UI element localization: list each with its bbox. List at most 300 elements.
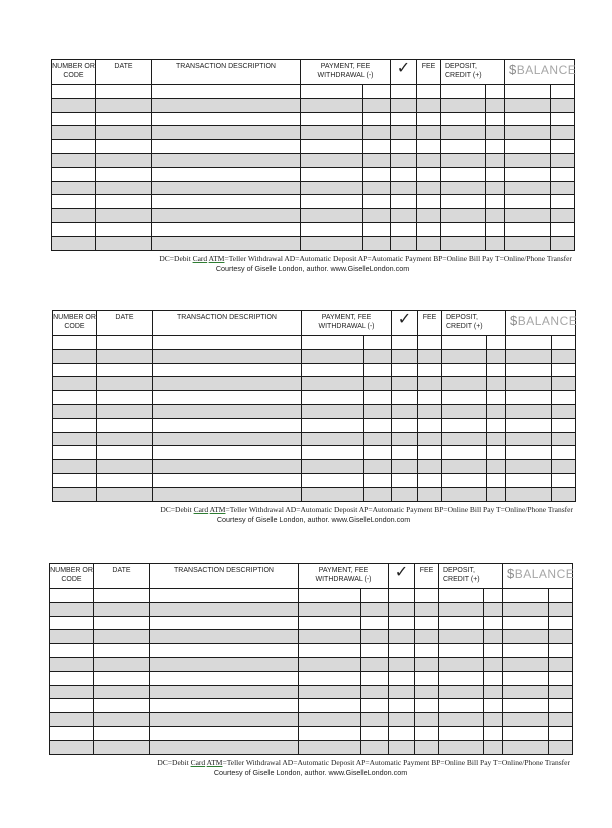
cell-payment-cents[interactable] (363, 222, 391, 236)
cell-fee[interactable] (417, 195, 441, 209)
cell-fee[interactable] (418, 487, 442, 501)
cell-payment[interactable] (302, 418, 364, 432)
cell-deposit-cents[interactable] (484, 740, 503, 754)
cell-deposit[interactable] (442, 473, 487, 487)
cell-check[interactable] (389, 740, 415, 754)
cell-check[interactable] (391, 140, 417, 154)
cell-deposit-cents[interactable] (486, 209, 505, 223)
cell-date[interactable] (94, 740, 150, 754)
cell-deposit-cents[interactable] (487, 336, 506, 350)
cell-balance-cents[interactable] (549, 740, 573, 754)
cell-payment-cents[interactable] (363, 153, 391, 167)
cell-payment[interactable] (302, 336, 364, 350)
cell-number[interactable] (53, 418, 97, 432)
cell-payment[interactable] (302, 473, 364, 487)
cell-payment-cents[interactable] (361, 726, 389, 740)
cell-deposit-cents[interactable] (487, 460, 506, 474)
cell-payment[interactable] (299, 644, 361, 658)
cell-check[interactable] (391, 222, 417, 236)
cell-description[interactable] (152, 85, 301, 99)
cell-check[interactable] (389, 602, 415, 616)
cell-date[interactable] (94, 630, 150, 644)
cell-description[interactable] (153, 349, 302, 363)
cell-payment-cents[interactable] (361, 657, 389, 671)
cell-deposit-cents[interactable] (486, 112, 505, 126)
cell-balance-cents[interactable] (549, 671, 573, 685)
cell-number[interactable] (53, 473, 97, 487)
cell-payment-cents[interactable] (363, 236, 391, 250)
cell-deposit[interactable] (441, 140, 486, 154)
cell-payment-cents[interactable] (363, 85, 391, 99)
cell-fee[interactable] (417, 153, 441, 167)
cell-balance-cents[interactable] (551, 153, 575, 167)
cell-payment-cents[interactable] (361, 713, 389, 727)
cell-fee[interactable] (418, 446, 442, 460)
cell-payment[interactable] (302, 391, 364, 405)
cell-balance[interactable] (505, 153, 551, 167)
cell-balance-cents[interactable] (552, 432, 576, 446)
cell-deposit-cents[interactable] (484, 671, 503, 685)
cell-check[interactable] (389, 630, 415, 644)
cell-deposit[interactable] (442, 460, 487, 474)
cell-date[interactable] (96, 98, 152, 112)
cell-payment[interactable] (299, 671, 361, 685)
cell-balance-cents[interactable] (551, 140, 575, 154)
cell-deposit-cents[interactable] (484, 630, 503, 644)
cell-balance-cents[interactable] (549, 602, 573, 616)
cell-balance-cents[interactable] (551, 195, 575, 209)
cell-description[interactable] (150, 644, 299, 658)
cell-deposit[interactable] (442, 418, 487, 432)
cell-deposit[interactable] (439, 671, 484, 685)
cell-number[interactable] (50, 685, 94, 699)
cell-balance[interactable] (505, 181, 551, 195)
cell-payment[interactable] (302, 446, 364, 460)
cell-number[interactable] (52, 153, 96, 167)
cell-description[interactable] (152, 209, 301, 223)
cell-fee[interactable] (418, 404, 442, 418)
cell-payment[interactable] (301, 140, 363, 154)
cell-number[interactable] (50, 630, 94, 644)
cell-balance[interactable] (503, 713, 549, 727)
cell-date[interactable] (97, 377, 153, 391)
cell-date[interactable] (97, 363, 153, 377)
cell-payment[interactable] (302, 460, 364, 474)
cell-date[interactable] (97, 418, 153, 432)
cell-balance-cents[interactable] (552, 446, 576, 460)
cell-number[interactable] (50, 740, 94, 754)
cell-payment[interactable] (301, 181, 363, 195)
cell-description[interactable] (152, 236, 301, 250)
cell-number[interactable] (53, 432, 97, 446)
cell-payment-cents[interactable] (364, 418, 392, 432)
cell-balance[interactable] (506, 404, 552, 418)
cell-deposit-cents[interactable] (484, 713, 503, 727)
cell-balance[interactable] (506, 336, 552, 350)
cell-fee[interactable] (418, 336, 442, 350)
cell-check[interactable] (389, 589, 415, 603)
cell-deposit-cents[interactable] (486, 236, 505, 250)
cell-check[interactable] (392, 391, 418, 405)
cell-description[interactable] (153, 418, 302, 432)
cell-deposit[interactable] (442, 377, 487, 391)
cell-deposit-cents[interactable] (484, 589, 503, 603)
cell-payment[interactable] (299, 685, 361, 699)
cell-number[interactable] (50, 602, 94, 616)
cell-description[interactable] (153, 404, 302, 418)
cell-deposit[interactable] (441, 181, 486, 195)
cell-payment[interactable] (299, 616, 361, 630)
cell-deposit[interactable] (441, 195, 486, 209)
cell-payment[interactable] (299, 657, 361, 671)
cell-balance-cents[interactable] (549, 726, 573, 740)
cell-payment[interactable] (301, 98, 363, 112)
cell-check[interactable] (392, 460, 418, 474)
cell-description[interactable] (153, 473, 302, 487)
cell-deposit[interactable] (441, 126, 486, 140)
cell-balance-cents[interactable] (549, 657, 573, 671)
cell-fee[interactable] (415, 726, 439, 740)
cell-balance-cents[interactable] (549, 713, 573, 727)
cell-fee[interactable] (417, 181, 441, 195)
cell-balance[interactable] (505, 140, 551, 154)
cell-description[interactable] (152, 126, 301, 140)
cell-date[interactable] (97, 391, 153, 405)
cell-deposit-cents[interactable] (484, 726, 503, 740)
cell-date[interactable] (96, 85, 152, 99)
cell-check[interactable] (391, 126, 417, 140)
cell-check[interactable] (392, 487, 418, 501)
cell-date[interactable] (96, 112, 152, 126)
cell-fee[interactable] (415, 644, 439, 658)
cell-deposit[interactable] (439, 602, 484, 616)
cell-description[interactable] (153, 460, 302, 474)
cell-payment[interactable] (299, 602, 361, 616)
cell-payment[interactable] (301, 112, 363, 126)
cell-fee[interactable] (415, 589, 439, 603)
cell-payment[interactable] (299, 699, 361, 713)
cell-number[interactable] (53, 391, 97, 405)
cell-payment-cents[interactable] (363, 98, 391, 112)
cell-number[interactable] (50, 671, 94, 685)
cell-date[interactable] (96, 181, 152, 195)
cell-check[interactable] (391, 153, 417, 167)
cell-deposit[interactable] (441, 85, 486, 99)
cell-payment-cents[interactable] (363, 181, 391, 195)
cell-date[interactable] (94, 602, 150, 616)
cell-balance[interactable] (503, 699, 549, 713)
cell-date[interactable] (96, 167, 152, 181)
cell-description[interactable] (152, 112, 301, 126)
cell-date[interactable] (96, 126, 152, 140)
cell-payment-cents[interactable] (364, 391, 392, 405)
cell-description[interactable] (153, 377, 302, 391)
cell-balance[interactable] (505, 236, 551, 250)
cell-check[interactable] (389, 713, 415, 727)
cell-description[interactable] (150, 589, 299, 603)
cell-balance-cents[interactable] (551, 167, 575, 181)
cell-date[interactable] (97, 460, 153, 474)
cell-deposit[interactable] (442, 487, 487, 501)
cell-date[interactable] (97, 446, 153, 460)
cell-description[interactable] (150, 726, 299, 740)
cell-number[interactable] (52, 167, 96, 181)
cell-fee[interactable] (415, 699, 439, 713)
cell-number[interactable] (50, 713, 94, 727)
cell-description[interactable] (150, 699, 299, 713)
cell-fee[interactable] (418, 363, 442, 377)
cell-balance[interactable] (505, 85, 551, 99)
cell-number[interactable] (52, 236, 96, 250)
cell-balance[interactable] (506, 473, 552, 487)
cell-deposit-cents[interactable] (487, 391, 506, 405)
cell-description[interactable] (152, 98, 301, 112)
cell-description[interactable] (152, 167, 301, 181)
cell-description[interactable] (150, 616, 299, 630)
cell-fee[interactable] (417, 167, 441, 181)
cell-check[interactable] (392, 473, 418, 487)
cell-payment-cents[interactable] (361, 616, 389, 630)
cell-payment-cents[interactable] (364, 487, 392, 501)
cell-deposit[interactable] (439, 657, 484, 671)
cell-check[interactable] (389, 671, 415, 685)
cell-payment[interactable] (302, 432, 364, 446)
cell-balance-cents[interactable] (552, 349, 576, 363)
cell-balance-cents[interactable] (549, 630, 573, 644)
cell-fee[interactable] (418, 349, 442, 363)
cell-check[interactable] (391, 167, 417, 181)
cell-payment[interactable] (301, 236, 363, 250)
cell-description[interactable] (153, 487, 302, 501)
cell-balance-cents[interactable] (551, 112, 575, 126)
cell-deposit[interactable] (442, 336, 487, 350)
cell-fee[interactable] (415, 657, 439, 671)
cell-description[interactable] (153, 432, 302, 446)
cell-balance-cents[interactable] (552, 336, 576, 350)
cell-balance-cents[interactable] (551, 181, 575, 195)
cell-balance[interactable] (505, 98, 551, 112)
cell-balance-cents[interactable] (551, 209, 575, 223)
cell-balance[interactable] (505, 126, 551, 140)
cell-payment-cents[interactable] (364, 349, 392, 363)
cell-deposit[interactable] (441, 236, 486, 250)
cell-deposit[interactable] (439, 685, 484, 699)
cell-number[interactable] (53, 460, 97, 474)
cell-fee[interactable] (418, 432, 442, 446)
cell-deposit[interactable] (441, 98, 486, 112)
cell-balance[interactable] (503, 726, 549, 740)
cell-deposit-cents[interactable] (486, 153, 505, 167)
cell-balance[interactable] (505, 222, 551, 236)
cell-balance-cents[interactable] (552, 418, 576, 432)
cell-payment[interactable] (301, 195, 363, 209)
cell-description[interactable] (150, 602, 299, 616)
cell-fee[interactable] (417, 140, 441, 154)
cell-check[interactable] (392, 418, 418, 432)
cell-number[interactable] (53, 446, 97, 460)
cell-number[interactable] (50, 699, 94, 713)
cell-deposit-cents[interactable] (484, 602, 503, 616)
cell-balance-cents[interactable] (549, 699, 573, 713)
cell-balance[interactable] (503, 630, 549, 644)
cell-balance-cents[interactable] (551, 236, 575, 250)
cell-balance-cents[interactable] (552, 473, 576, 487)
cell-date[interactable] (94, 589, 150, 603)
cell-check[interactable] (391, 85, 417, 99)
cell-payment[interactable] (302, 377, 364, 391)
cell-check[interactable] (392, 349, 418, 363)
cell-balance[interactable] (506, 363, 552, 377)
cell-deposit-cents[interactable] (487, 487, 506, 501)
cell-payment-cents[interactable] (361, 644, 389, 658)
cell-fee[interactable] (415, 630, 439, 644)
cell-payment[interactable] (299, 713, 361, 727)
cell-payment[interactable] (302, 363, 364, 377)
cell-balance[interactable] (506, 446, 552, 460)
cell-description[interactable] (150, 671, 299, 685)
cell-payment[interactable] (301, 85, 363, 99)
cell-balance-cents[interactable] (552, 487, 576, 501)
cell-balance-cents[interactable] (551, 126, 575, 140)
cell-fee[interactable] (415, 671, 439, 685)
cell-check[interactable] (392, 336, 418, 350)
cell-balance-cents[interactable] (549, 685, 573, 699)
cell-description[interactable] (152, 140, 301, 154)
cell-payment-cents[interactable] (363, 209, 391, 223)
cell-payment[interactable] (299, 630, 361, 644)
cell-balance[interactable] (506, 349, 552, 363)
cell-fee[interactable] (418, 418, 442, 432)
cell-deposit-cents[interactable] (487, 446, 506, 460)
cell-deposit[interactable] (441, 112, 486, 126)
cell-deposit-cents[interactable] (484, 644, 503, 658)
cell-number[interactable] (52, 195, 96, 209)
cell-deposit[interactable] (439, 726, 484, 740)
cell-payment[interactable] (302, 487, 364, 501)
cell-payment[interactable] (301, 167, 363, 181)
cell-description[interactable] (152, 195, 301, 209)
cell-deposit[interactable] (439, 616, 484, 630)
cell-number[interactable] (50, 726, 94, 740)
cell-deposit-cents[interactable] (487, 363, 506, 377)
cell-number[interactable] (53, 377, 97, 391)
cell-payment-cents[interactable] (364, 404, 392, 418)
cell-date[interactable] (97, 473, 153, 487)
cell-balance[interactable] (505, 112, 551, 126)
cell-balance-cents[interactable] (549, 644, 573, 658)
cell-payment-cents[interactable] (361, 685, 389, 699)
cell-number[interactable] (53, 349, 97, 363)
cell-check[interactable] (392, 432, 418, 446)
cell-payment-cents[interactable] (363, 112, 391, 126)
cell-deposit[interactable] (441, 167, 486, 181)
cell-description[interactable] (153, 391, 302, 405)
cell-balance[interactable] (503, 644, 549, 658)
cell-date[interactable] (94, 685, 150, 699)
cell-deposit[interactable] (439, 713, 484, 727)
cell-date[interactable] (97, 487, 153, 501)
cell-deposit-cents[interactable] (484, 657, 503, 671)
cell-check[interactable] (391, 181, 417, 195)
cell-deposit[interactable] (439, 630, 484, 644)
cell-balance[interactable] (503, 589, 549, 603)
cell-payment-cents[interactable] (364, 473, 392, 487)
cell-deposit[interactable] (439, 589, 484, 603)
cell-deposit[interactable] (442, 432, 487, 446)
cell-date[interactable] (94, 644, 150, 658)
cell-check[interactable] (391, 209, 417, 223)
cell-fee[interactable] (417, 85, 441, 99)
cell-balance-cents[interactable] (551, 85, 575, 99)
cell-balance[interactable] (503, 671, 549, 685)
cell-check[interactable] (392, 377, 418, 391)
cell-fee[interactable] (417, 126, 441, 140)
cell-check[interactable] (389, 644, 415, 658)
cell-deposit[interactable] (441, 209, 486, 223)
cell-date[interactable] (94, 699, 150, 713)
cell-number[interactable] (53, 404, 97, 418)
cell-number[interactable] (53, 363, 97, 377)
cell-balance-cents[interactable] (549, 589, 573, 603)
cell-deposit-cents[interactable] (486, 222, 505, 236)
cell-payment-cents[interactable] (361, 740, 389, 754)
cell-fee[interactable] (418, 377, 442, 391)
cell-payment-cents[interactable] (361, 602, 389, 616)
cell-check[interactable] (389, 616, 415, 630)
cell-number[interactable] (53, 336, 97, 350)
cell-number[interactable] (52, 98, 96, 112)
cell-description[interactable] (152, 153, 301, 167)
cell-deposit-cents[interactable] (484, 699, 503, 713)
cell-balance-cents[interactable] (552, 377, 576, 391)
cell-deposit-cents[interactable] (487, 473, 506, 487)
cell-balance[interactable] (503, 740, 549, 754)
cell-description[interactable] (153, 336, 302, 350)
cell-date[interactable] (97, 349, 153, 363)
cell-balance-cents[interactable] (552, 391, 576, 405)
cell-balance[interactable] (505, 195, 551, 209)
cell-number[interactable] (52, 126, 96, 140)
cell-balance[interactable] (503, 602, 549, 616)
cell-date[interactable] (94, 713, 150, 727)
cell-date[interactable] (94, 671, 150, 685)
cell-description[interactable] (150, 630, 299, 644)
cell-deposit[interactable] (441, 153, 486, 167)
cell-payment-cents[interactable] (364, 336, 392, 350)
cell-payment-cents[interactable] (361, 699, 389, 713)
cell-balance-cents[interactable] (551, 222, 575, 236)
cell-description[interactable] (150, 685, 299, 699)
cell-deposit-cents[interactable] (486, 126, 505, 140)
cell-deposit-cents[interactable] (487, 418, 506, 432)
cell-check[interactable] (389, 685, 415, 699)
cell-balance[interactable] (506, 377, 552, 391)
cell-date[interactable] (96, 153, 152, 167)
cell-number[interactable] (50, 616, 94, 630)
cell-balance[interactable] (506, 418, 552, 432)
cell-date[interactable] (96, 195, 152, 209)
cell-description[interactable] (152, 181, 301, 195)
cell-payment[interactable] (301, 209, 363, 223)
cell-fee[interactable] (417, 222, 441, 236)
cell-balance-cents[interactable] (551, 98, 575, 112)
cell-fee[interactable] (415, 740, 439, 754)
cell-number[interactable] (52, 85, 96, 99)
cell-number[interactable] (50, 657, 94, 671)
cell-check[interactable] (392, 404, 418, 418)
cell-balance[interactable] (505, 167, 551, 181)
cell-payment[interactable] (301, 126, 363, 140)
